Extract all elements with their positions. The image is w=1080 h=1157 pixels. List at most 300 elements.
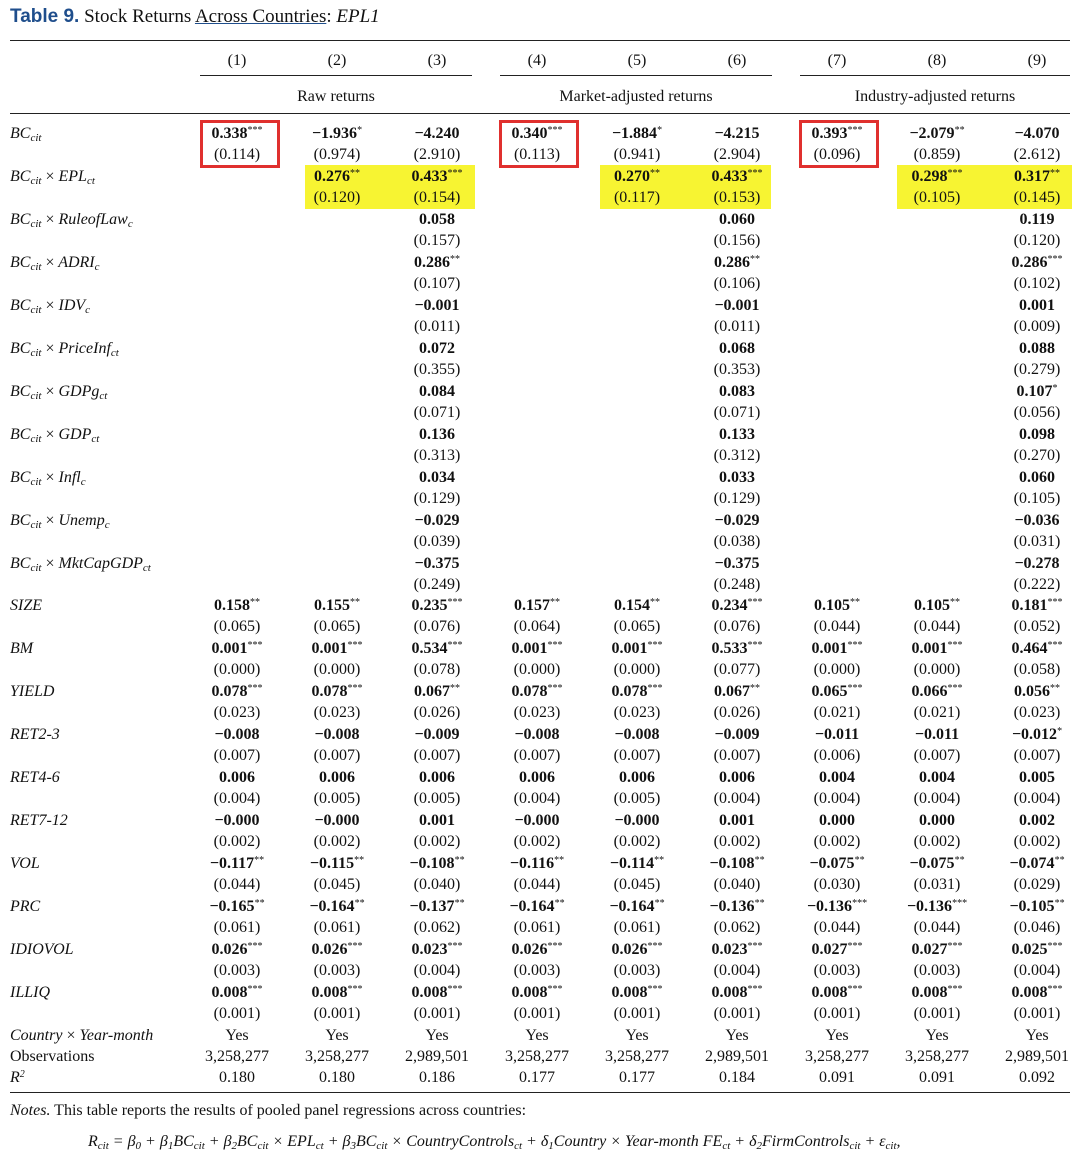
coefficient-cell: 0.072 — [419, 339, 455, 357]
coefficient-cell: 0.006 — [719, 769, 755, 787]
row-label: $BC_{cit}$ × GDPg$_{ct}$ — [10, 382, 108, 402]
coefficient-cell: −0.012* — [1011, 726, 1063, 744]
std-error-cell: (0.003) — [813, 962, 861, 980]
std-error-cell: (0.003) — [313, 962, 361, 980]
coefficient-cell: −0.136*** — [806, 898, 868, 916]
footer-value: Yes — [825, 1027, 849, 1044]
std-error-cell: (0.002) — [1013, 833, 1061, 851]
std-error-cell: (0.023) — [1013, 704, 1061, 722]
caption-colon: : — [326, 6, 332, 27]
std-error-cell: (0.974) — [313, 146, 361, 163]
footer-value: Yes — [925, 1027, 949, 1044]
coefficient-cell: −0.375 — [414, 554, 460, 572]
coefficient-cell: 0.067** — [414, 683, 460, 701]
std-error-cell: (0.061) — [313, 919, 361, 937]
std-error-cell: (0.052) — [1013, 618, 1061, 636]
coefficient-cell: 0.078*** — [511, 683, 563, 701]
coefficient-cell: −0.136*** — [906, 898, 968, 916]
std-error-cell: (0.002) — [913, 833, 961, 851]
std-error-cell: (0.002) — [713, 833, 761, 851]
coefficient-cell: 0.056** — [1014, 683, 1060, 701]
group-rule-industry — [800, 75, 1070, 76]
std-error-cell: (0.002) — [313, 833, 361, 851]
std-error-cell: (0.044) — [913, 618, 961, 636]
footer-value: Yes — [225, 1027, 249, 1044]
std-error-cell: (0.040) — [413, 876, 461, 894]
std-error-cell: (0.001) — [1013, 1005, 1061, 1022]
coefficient-cell: −0.001 — [414, 296, 460, 314]
std-error-cell: (0.096) — [813, 146, 861, 163]
std-error-cell: (0.004) — [813, 790, 861, 808]
coefficient-cell: 0.234*** — [711, 597, 763, 615]
std-error-cell: (0.044) — [813, 919, 861, 937]
std-error-cell: (0.038) — [713, 532, 761, 550]
coefficient-cell: −0.136** — [709, 898, 765, 916]
row-label: $BC_{cit}$ × MktCapGDP$_{ct}$ — [10, 554, 151, 574]
row-label: RET7-12 — [10, 812, 68, 830]
std-error-cell: (0.062) — [413, 919, 461, 937]
coefficient-cell: −1.884* — [611, 125, 663, 142]
std-error-cell: (0.058) — [1013, 661, 1061, 679]
std-error-cell: (0.030) — [813, 876, 861, 894]
std-error-cell: (0.006) — [813, 747, 861, 765]
row-label: YIELD — [10, 683, 55, 701]
coefficient-cell: 0.026*** — [511, 941, 563, 959]
std-error-cell: (0.026) — [413, 704, 461, 722]
table-notes — [10, 1102, 526, 1120]
coefficient-cell: 0.534*** — [411, 640, 463, 658]
column-number: (4) — [527, 52, 547, 69]
std-error-cell: (0.003) — [213, 962, 261, 980]
std-error-cell: (0.249) — [413, 575, 461, 593]
std-error-cell: (0.004) — [513, 790, 561, 808]
coefficient-cell: −0.008 — [214, 726, 260, 744]
coefficient-cell: 0.023*** — [711, 941, 763, 959]
coefficient-cell: 0.340*** — [511, 125, 563, 142]
coefficient-cell: −0.008 — [314, 726, 360, 744]
std-error-cell: (0.044) — [813, 618, 861, 636]
coefficient-cell: 0.270** — [614, 167, 660, 185]
footer-value: 2,989,501 — [705, 1048, 769, 1065]
coefficient-cell: −2.079** — [909, 125, 965, 142]
row-label: $BC_{cit}$ × PriceInf$_{ct}$ — [10, 339, 119, 359]
std-error-cell: (0.114) — [213, 146, 261, 163]
coefficient-cell: −0.108** — [709, 855, 765, 873]
std-error-cell: (0.120) — [1013, 231, 1061, 249]
group-header: Raw returns — [297, 88, 375, 105]
coefficient-cell: −0.074** — [1009, 855, 1065, 873]
coefficient-cell: 0.286** — [714, 253, 760, 271]
coefficient-cell: −0.009 — [714, 726, 760, 744]
std-error-cell: (0.002) — [413, 833, 461, 851]
std-error-cell: (0.000) — [213, 661, 261, 679]
coefficient-cell: 0.008*** — [811, 984, 863, 1001]
coefficient-cell: 0.006 — [319, 769, 355, 787]
coefficient-cell: −1.936* — [311, 125, 363, 142]
coefficient-cell: 0.317** — [1014, 167, 1060, 185]
coefficient-cell: −4.070 — [1014, 125, 1060, 142]
std-error-cell: (0.002) — [513, 833, 561, 851]
std-error-cell: (0.117) — [613, 188, 661, 206]
notes-label: Notes. — [10, 1102, 51, 1119]
coefficient-cell: 0.008*** — [511, 984, 563, 1001]
std-error-cell: (0.011) — [713, 317, 761, 335]
std-error-cell: (0.029) — [1013, 876, 1061, 894]
std-error-cell: (0.076) — [413, 618, 461, 636]
coefficient-cell: 0.058 — [419, 210, 455, 228]
row-label: VOL — [10, 855, 40, 873]
std-error-cell: (0.023) — [513, 704, 561, 722]
footer-value: 3,258,277 — [805, 1048, 869, 1065]
coefficient-cell: 0.338*** — [211, 125, 263, 142]
std-error-cell: (0.009) — [1013, 317, 1061, 335]
std-error-cell: (0.156) — [713, 231, 761, 249]
coefficient-cell: 0.084 — [419, 382, 455, 400]
coefficient-cell: −0.137** — [409, 898, 465, 916]
coefficient-cell: 0.136 — [419, 425, 455, 443]
std-error-cell: (0.065) — [313, 618, 361, 636]
std-error-cell: (0.007) — [1013, 747, 1061, 765]
coefficient-cell: 0.065*** — [811, 683, 863, 701]
std-error-cell: (0.044) — [213, 876, 261, 894]
std-error-cell: (0.002) — [213, 833, 261, 851]
footer-value: Yes — [625, 1027, 649, 1044]
std-error-cell: (0.044) — [513, 876, 561, 894]
coefficient-cell: 0.001 — [419, 812, 455, 830]
std-error-cell: (0.040) — [713, 876, 761, 894]
std-error-cell: (0.007) — [413, 747, 461, 765]
coefficient-cell: −0.008 — [614, 726, 660, 744]
coefficient-cell: 0.088 — [1019, 339, 1055, 357]
column-number: (2) — [327, 52, 347, 69]
coefficient-cell: −0.000 — [314, 812, 360, 830]
std-error-cell: (0.279) — [1013, 360, 1061, 378]
coefficient-cell: 0.157** — [514, 597, 560, 615]
row-label: $BC_{cit} \times IDV_c$ — [10, 296, 91, 316]
std-error-cell: (0.071) — [713, 403, 761, 421]
footer-label: $R^2$ — [10, 1069, 25, 1086]
group-rule-raw — [200, 75, 472, 76]
std-error-cell: (0.021) — [913, 704, 961, 722]
std-error-cell: (0.023) — [613, 704, 661, 722]
std-error-cell: (0.003) — [913, 962, 961, 980]
coefficient-cell: 0.004 — [819, 769, 855, 787]
coefficient-cell: 0.060 — [719, 210, 755, 228]
footer-value: 0.184 — [719, 1069, 755, 1086]
caption-link[interactable]: Across Countries — [194, 6, 327, 27]
coefficient-cell: −0.075** — [909, 855, 965, 873]
row-label: $BC_{cit}$ × RuleofLaw$_c$ — [10, 210, 133, 230]
coefficient-cell: 0.001 — [1019, 296, 1055, 314]
coefficient-cell: 0.098 — [1019, 425, 1055, 443]
coefficient-cell: −0.117** — [209, 855, 265, 873]
std-error-cell: (0.044) — [913, 919, 961, 937]
coefficient-cell: 0.133 — [719, 425, 755, 443]
coefficient-cell: 0.105** — [814, 597, 860, 615]
row-label: $BC_{cit}$ — [10, 125, 42, 144]
coefficient-cell: 0.026*** — [311, 941, 363, 959]
std-error-cell: (0.102) — [1013, 274, 1061, 292]
std-error-cell: (0.003) — [513, 962, 561, 980]
row-label: $BC_{cit}$ × $ADRI_c$ — [10, 253, 100, 273]
std-error-cell: (0.061) — [513, 919, 561, 937]
coefficient-cell: 0.078*** — [311, 683, 363, 701]
coefficient-cell: 0.027*** — [911, 941, 963, 959]
std-error-cell: (0.077) — [713, 661, 761, 679]
coefficient-cell: 0.026*** — [611, 941, 663, 959]
coefficient-cell: −0.029 — [714, 511, 760, 529]
column-number: (3) — [427, 52, 447, 69]
std-error-cell: (0.004) — [213, 790, 261, 808]
footer-value: 3,258,277 — [505, 1048, 569, 1065]
std-error-cell: (0.004) — [1013, 790, 1061, 808]
std-error-cell: (0.031) — [1013, 532, 1061, 550]
coefficient-cell: −0.000 — [514, 812, 560, 830]
coefficient-cell: 0.068 — [719, 339, 755, 357]
coefficient-cell: 0.005 — [1019, 769, 1055, 787]
footer-value: 3,258,277 — [305, 1048, 369, 1065]
caption-spec: EPL1 — [336, 6, 380, 27]
std-error-cell: (0.859) — [913, 146, 961, 163]
std-error-cell: (0.007) — [313, 747, 361, 765]
std-error-cell: (0.045) — [613, 876, 661, 894]
coefficient-cell: −0.029 — [414, 511, 460, 529]
std-error-cell: (2.612) — [1013, 146, 1061, 163]
caption-label: Table 9. — [10, 6, 80, 27]
coefficient-cell: 0.001 — [719, 812, 755, 830]
std-error-cell: (0.105) — [1013, 489, 1061, 507]
footer-value: 3,258,277 — [905, 1048, 969, 1065]
std-error-cell: (0.113) — [513, 146, 561, 163]
column-number: (6) — [727, 52, 747, 69]
footer-value: 2,989,501 — [1005, 1048, 1069, 1065]
coefficient-cell: 0.001*** — [211, 640, 263, 658]
std-error-cell: (0.007) — [613, 747, 661, 765]
std-error-cell: (0.000) — [313, 661, 361, 679]
std-error-cell: (0.000) — [913, 661, 961, 679]
footer-value: Yes — [525, 1027, 549, 1044]
coefficient-cell: 0.107* — [1016, 382, 1058, 400]
group-header: Industry-adjusted returns — [854, 88, 1016, 105]
column-number: (1) — [227, 52, 247, 69]
row-label: BM — [10, 640, 34, 658]
coefficient-cell: 0.006 — [419, 769, 455, 787]
std-error-cell: (0.248) — [713, 575, 761, 593]
footer-value: 0.091 — [919, 1069, 955, 1086]
std-error-cell: (0.153) — [713, 188, 761, 206]
std-error-cell: (0.004) — [913, 790, 961, 808]
std-error-cell: (0.001) — [813, 1005, 861, 1022]
std-error-cell: (0.106) — [713, 274, 761, 292]
coefficient-cell: 0.002 — [1019, 812, 1055, 830]
std-error-cell: (0.071) — [413, 403, 461, 421]
std-error-cell: (0.000) — [613, 661, 661, 679]
footer-value: 0.091 — [819, 1069, 855, 1086]
std-error-cell: (0.270) — [1013, 446, 1061, 464]
top-rule — [10, 40, 1070, 41]
footer-value: Yes — [1025, 1027, 1049, 1044]
std-error-cell: (0.005) — [313, 790, 361, 808]
std-error-cell: (2.904) — [713, 146, 761, 163]
footer-value: 0.180 — [219, 1069, 255, 1086]
coefficient-cell: −0.108** — [409, 855, 465, 873]
std-error-cell: (0.004) — [713, 790, 761, 808]
group-rule-market — [500, 75, 772, 76]
column-number: (7) — [827, 52, 847, 69]
footer-label: Observations — [10, 1048, 95, 1065]
row-label: $BC_{cit} \times EPL_{ct}$ — [10, 167, 95, 187]
footer-value: 0.186 — [419, 1069, 455, 1086]
coefficient-cell: 0.008*** — [411, 984, 463, 1001]
coefficient-cell: 0.433*** — [411, 167, 463, 185]
row-label: PRC — [10, 898, 41, 916]
coefficient-cell: 0.533*** — [711, 640, 763, 658]
row-label: $BC_{cit}$ × Infl$_c$ — [10, 468, 86, 488]
std-error-cell: (0.021) — [813, 704, 861, 722]
std-error-cell: (0.001) — [613, 1005, 661, 1022]
std-error-cell: (0.023) — [213, 704, 261, 722]
coefficient-cell: −0.008 — [514, 726, 560, 744]
footer-value: 3,258,277 — [605, 1048, 669, 1065]
coefficient-cell: 0.000 — [919, 812, 955, 830]
coefficient-cell: 0.286** — [414, 253, 460, 271]
coefficient-cell: −4.240 — [414, 125, 460, 142]
std-error-cell: (0.312) — [713, 446, 761, 464]
std-error-cell: (0.007) — [213, 747, 261, 765]
coefficient-cell: −0.011 — [914, 726, 960, 744]
coefficient-cell: 0.298*** — [911, 167, 963, 185]
std-error-cell: (0.078) — [413, 661, 461, 679]
coefficient-cell: −0.165** — [209, 898, 265, 916]
coefficient-cell: 0.001*** — [611, 640, 663, 658]
coefficient-cell: −0.000 — [614, 812, 660, 830]
std-error-cell: (0.065) — [213, 618, 261, 636]
coefficient-cell: −0.011 — [814, 726, 860, 744]
std-error-cell: (0.001) — [513, 1005, 561, 1022]
std-error-cell: (0.001) — [413, 1005, 461, 1022]
coefficient-cell: 0.154** — [614, 597, 660, 615]
footer-value: 0.177 — [619, 1069, 655, 1086]
column-number: (9) — [1027, 52, 1047, 69]
std-error-cell: (0.039) — [413, 532, 461, 550]
highlight-box — [799, 120, 879, 168]
coefficient-cell: −0.001 — [714, 296, 760, 314]
coefficient-cell: 0.000 — [819, 812, 855, 830]
std-error-cell: (0.129) — [713, 489, 761, 507]
table-caption — [10, 6, 380, 28]
std-error-cell: (0.011) — [413, 317, 461, 335]
coefficient-cell: −0.075** — [809, 855, 865, 873]
row-label: $BC_{cit}$ × Unemp$_c$ — [10, 511, 110, 531]
std-error-cell: (0.353) — [713, 360, 761, 378]
coefficient-cell: 0.023*** — [411, 941, 463, 959]
coefficient-cell: −0.115** — [309, 855, 365, 873]
coefficient-cell: 0.083 — [719, 382, 755, 400]
std-error-cell: (0.129) — [413, 489, 461, 507]
coefficient-cell: 0.004 — [919, 769, 955, 787]
std-error-cell: (0.003) — [613, 962, 661, 980]
std-error-cell: (0.004) — [1013, 962, 1061, 980]
coefficient-cell: −0.278 — [1014, 554, 1060, 572]
row-label: $BC_{cit} \times GDP_{ct}$ — [10, 425, 100, 445]
coefficient-cell: 0.006 — [619, 769, 655, 787]
std-error-cell: (0.023) — [313, 704, 361, 722]
std-error-cell: (0.026) — [713, 704, 761, 722]
coefficient-cell: −0.164** — [609, 898, 665, 916]
std-error-cell: (0.222) — [1013, 575, 1061, 593]
coefficient-cell: 0.286*** — [1011, 253, 1063, 271]
coefficient-cell: 0.001*** — [911, 640, 963, 658]
std-error-cell: (2.910) — [413, 146, 461, 163]
coefficient-cell: 0.066*** — [911, 683, 963, 701]
coefficient-cell: 0.006 — [519, 769, 555, 787]
std-error-cell: (0.061) — [613, 919, 661, 937]
std-error-cell: (0.061) — [213, 919, 261, 937]
coefficient-cell: −0.000 — [214, 812, 260, 830]
coefficient-cell: 0.001*** — [811, 640, 863, 658]
footer-value: Yes — [325, 1027, 349, 1044]
std-error-cell: (0.007) — [513, 747, 561, 765]
coefficient-cell: −0.105** — [1009, 898, 1065, 916]
coefficient-cell: 0.393*** — [811, 125, 863, 142]
std-error-cell: (0.056) — [1013, 403, 1061, 421]
coefficient-cell: 0.006 — [219, 769, 255, 787]
std-error-cell: (0.002) — [613, 833, 661, 851]
coefficient-cell: 0.025*** — [1011, 941, 1063, 959]
footer-value: 0.092 — [1019, 1069, 1055, 1086]
std-error-cell: (0.000) — [513, 661, 561, 679]
coefficient-cell: −0.114** — [609, 855, 665, 873]
std-error-cell: (0.007) — [913, 747, 961, 765]
notes-text: This table reports the results of pooled panel regressions across countries: — [54, 1102, 527, 1119]
coefficient-cell: −4.215 — [714, 125, 760, 142]
std-error-cell: (0.001) — [713, 1005, 761, 1022]
column-number: (5) — [627, 52, 647, 69]
std-error-cell: (0.154) — [413, 188, 461, 206]
caption-title: Stock Returns — [84, 6, 192, 27]
coefficient-cell: 0.181*** — [1011, 597, 1063, 615]
footer-value: 3,258,277 — [205, 1048, 269, 1065]
std-error-cell: (0.045) — [313, 876, 361, 894]
coefficient-cell: 0.034 — [419, 468, 455, 486]
coefficient-cell: 0.026*** — [211, 941, 263, 959]
std-error-cell: (0.107) — [413, 274, 461, 292]
coefficient-cell: 0.060 — [1019, 468, 1055, 486]
footer-value: 0.180 — [319, 1069, 355, 1086]
column-number: (8) — [927, 52, 947, 69]
coefficient-cell: −0.116** — [509, 855, 565, 873]
coefficient-cell: −0.375 — [714, 554, 760, 572]
std-error-cell: (0.076) — [713, 618, 761, 636]
std-error-cell: (0.065) — [613, 618, 661, 636]
std-error-cell: (0.064) — [513, 618, 561, 636]
footer-value: 0.177 — [519, 1069, 555, 1086]
coefficient-cell: 0.464*** — [1011, 640, 1063, 658]
footer-value: 2,989,501 — [405, 1048, 469, 1065]
coefficient-cell: 0.105** — [914, 597, 960, 615]
std-error-cell: (0.001) — [213, 1005, 261, 1022]
group-header: Market-adjusted returns — [559, 88, 713, 105]
row-label: IDIOVOL — [10, 941, 74, 959]
std-error-cell: (0.105) — [913, 188, 961, 206]
coefficient-cell: 0.008*** — [1011, 984, 1063, 1001]
std-error-cell: (0.031) — [913, 876, 961, 894]
footer-value: Yes — [725, 1027, 749, 1044]
std-error-cell: (0.004) — [713, 962, 761, 980]
coefficient-cell: 0.001*** — [511, 640, 563, 658]
std-error-cell: (0.046) — [1013, 919, 1061, 937]
std-error-cell: (0.120) — [313, 188, 361, 206]
